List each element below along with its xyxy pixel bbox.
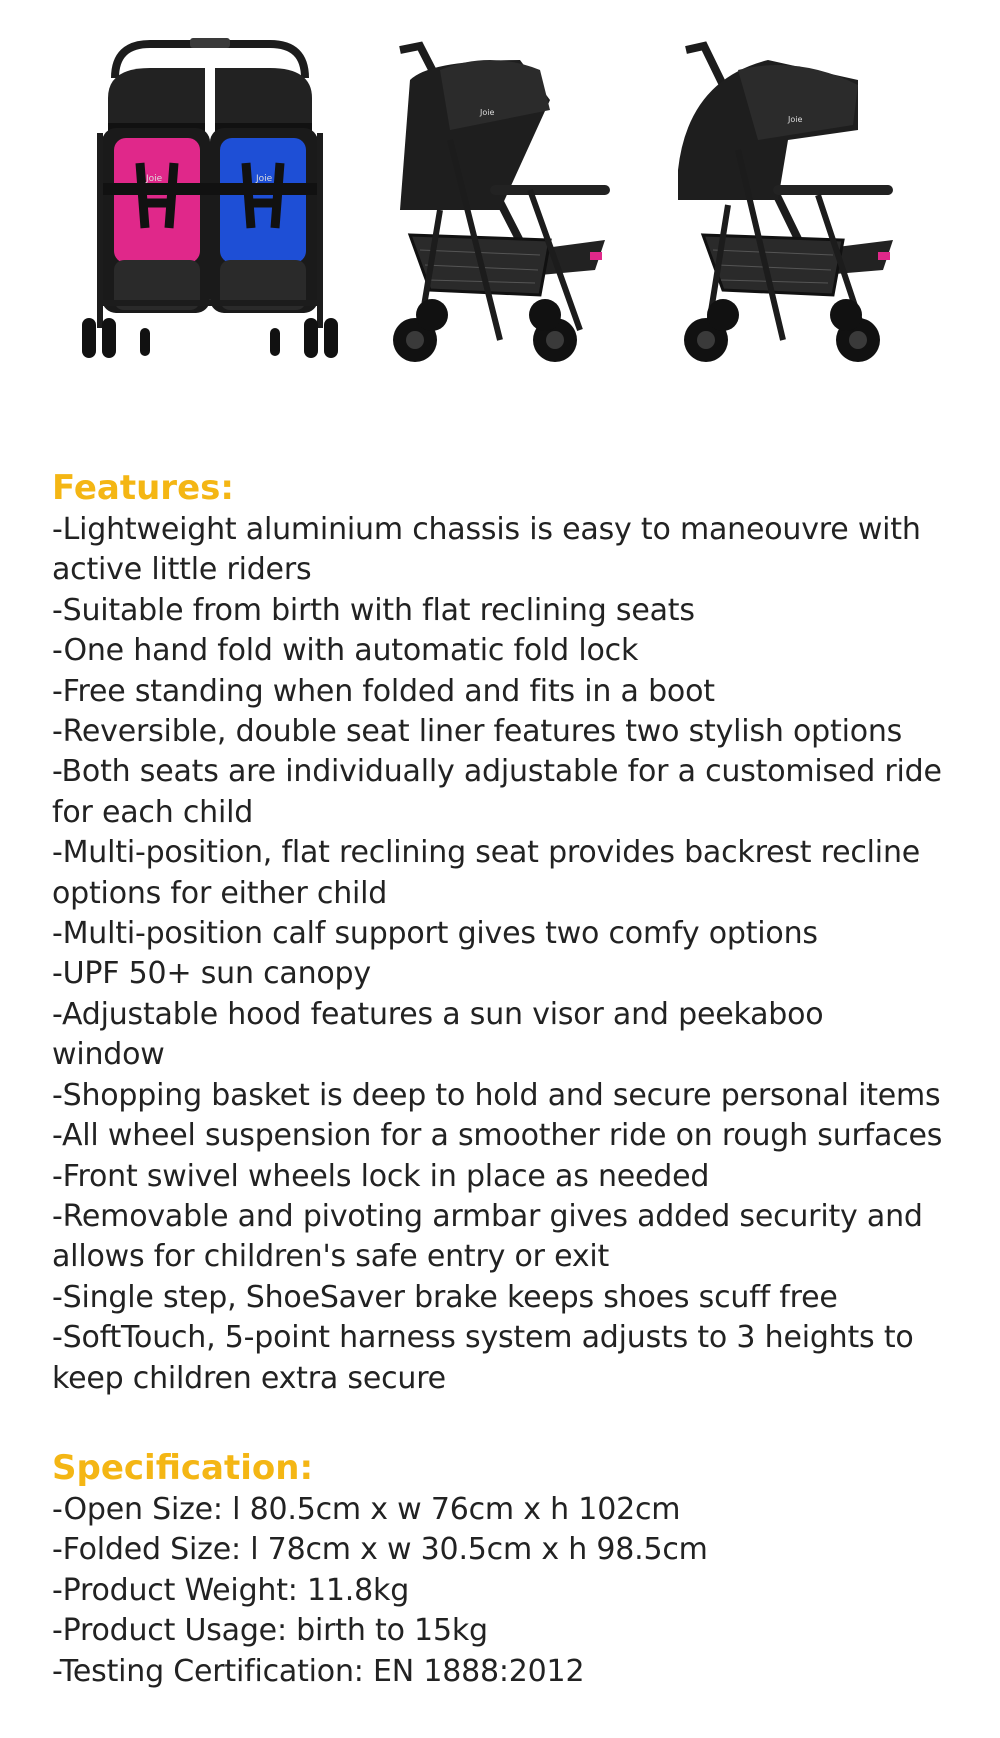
feature-line: keep children extra secure xyxy=(52,1360,446,1396)
feature-line: allows for children's safe entry or exit xyxy=(52,1239,610,1275)
feature-line: -Reversible, double seat liner features two stylish options xyxy=(52,714,903,750)
feature-line: -Both seats are individually adjustable for a customised ride xyxy=(52,754,942,790)
features-list xyxy=(52,510,972,1399)
stroller-side-hood-down-image xyxy=(380,40,640,395)
spec-line: -Product Usage: birth to 15kg xyxy=(52,1613,488,1649)
feature-line: -UPF 50+ sun canopy xyxy=(52,956,371,992)
feature-line: window xyxy=(52,1037,165,1073)
feature-line: -All wheel suspension for a smoother ride on rough surfaces xyxy=(52,1118,943,1154)
svg-text:Joie: Joie xyxy=(146,174,163,184)
feature-line: -SoftTouch, 5-point harness system adjusts to 3 heights to xyxy=(52,1320,914,1356)
feature-line: -Free standing when folded and fits in a boot xyxy=(52,673,715,709)
feature-line: options for either child xyxy=(52,875,388,911)
specification-heading: Specification: xyxy=(52,1448,314,1488)
feature-line: -Adjustable hood features a sun visor and peekaboo xyxy=(52,996,824,1032)
spec-line: -Open Size: l 80.5cm x w 76cm x h 102cm xyxy=(52,1492,681,1527)
feature-line: active little riders xyxy=(52,552,312,588)
svg-text:Joie: Joie xyxy=(480,108,495,117)
spec-line: -Product Weight: 11.8kg xyxy=(52,1572,410,1608)
svg-text:Joie: Joie xyxy=(256,174,273,184)
feature-line: -One hand fold with automatic fold lock xyxy=(52,633,639,669)
svg-text:Joie: Joie xyxy=(788,115,803,124)
features-heading: Features: xyxy=(52,468,234,508)
feature-line: -Removable and pivoting armbar gives added security and xyxy=(52,1198,923,1234)
feature-line: -Front swivel wheels lock in place as needed xyxy=(52,1158,710,1194)
feature-line: -Lightweight aluminium chassis is easy to maneouvre with xyxy=(52,512,921,547)
feature-line: for each child xyxy=(52,794,254,830)
spec-line: -Folded Size: l 78cm x w 30.5cm x h 98.5cm xyxy=(52,1532,708,1568)
feature-line: -Suitable from birth with flat reclining seats xyxy=(52,592,695,628)
spec-line: -Testing Certification: EN 1888:2012 xyxy=(52,1653,585,1689)
specification-list xyxy=(52,1490,972,1692)
feature-line: -Single step, ShoeSaver brake keeps shoes scuff free xyxy=(52,1279,838,1315)
twin-stroller-front-image xyxy=(80,38,340,393)
stroller-side-hood-up-image xyxy=(668,40,928,395)
feature-line: -Shopping basket is deep to hold and secure personal items xyxy=(52,1077,941,1113)
feature-line: -Multi-position, flat reclining seat provides backrest recline xyxy=(52,835,921,871)
product-images xyxy=(0,0,1000,420)
feature-line: -Multi-position calf support gives two comfy options xyxy=(52,916,818,952)
